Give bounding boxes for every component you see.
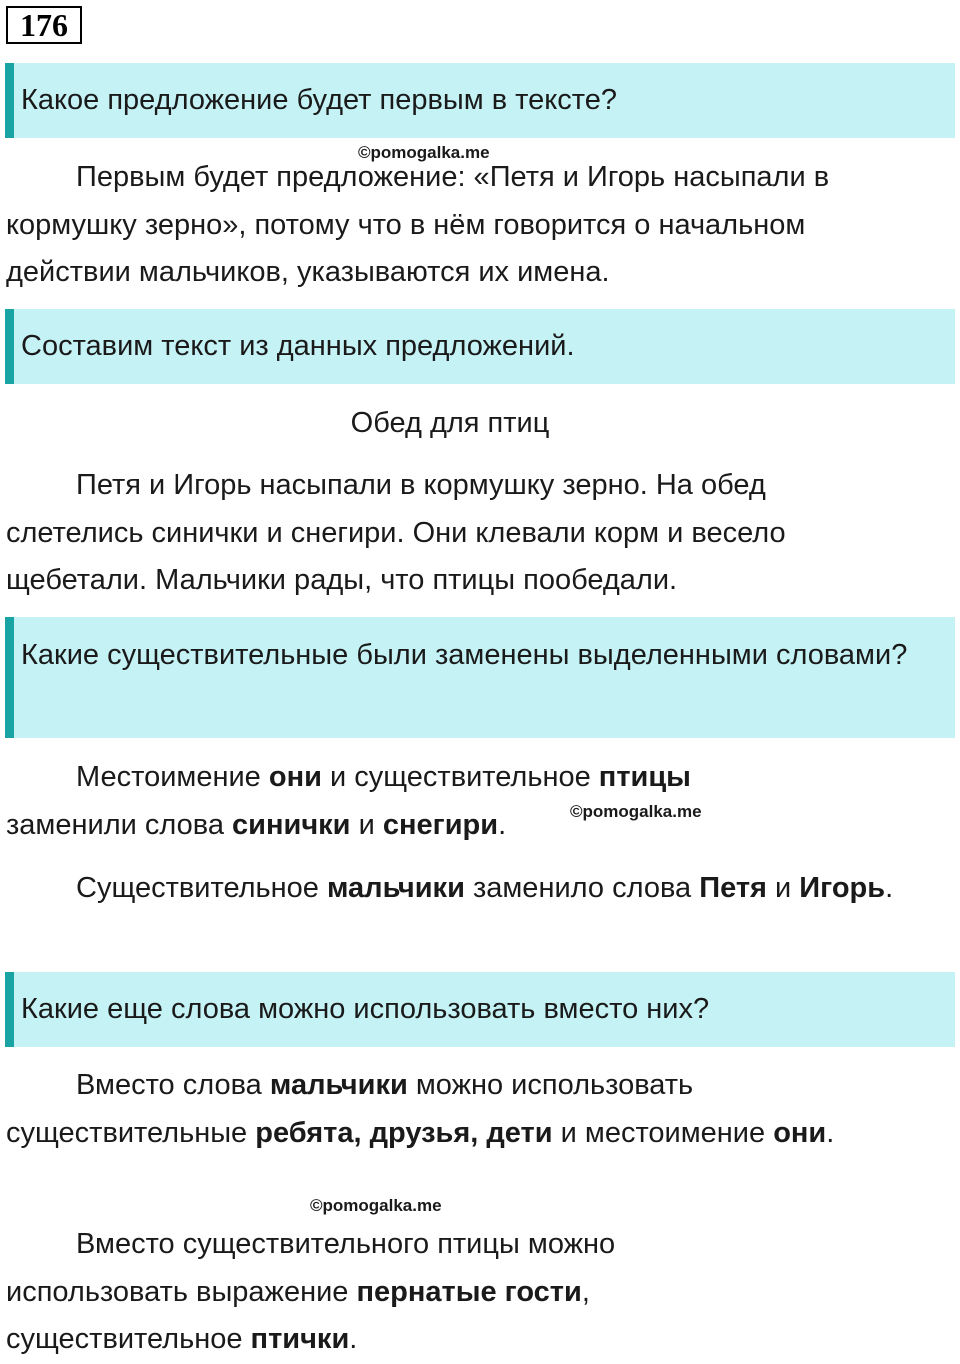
bold-word: они <box>268 761 322 793</box>
bold-word: птицы <box>598 761 691 793</box>
question-4 <box>5 972 955 1047</box>
question-1 <box>5 63 955 138</box>
question-2 <box>5 309 955 384</box>
bold-word: пернатые гости <box>356 1275 582 1308</box>
watermark: ©pomogalka.me <box>310 1196 442 1215</box>
question-4-text: Какие еще слова можно использовать вместо них? <box>21 993 710 1025</box>
bold-word: они <box>773 1116 827 1149</box>
question-3-text: Какие существительные были заменены выделенными словами? <box>21 639 908 671</box>
bold-word: ребята, друзья, дети <box>255 1116 553 1149</box>
answer-1: Первым будет предложение: «Петя и Игорь насыпали в кормушку зерно», потому что в нём говорится о начальном действии мальчиков, указываются их имена. <box>6 161 830 288</box>
question-3 <box>5 617 955 738</box>
answer-4-paragraph-2: Вместо существительного птицы можно использовать выражение пернатые гости, существительное птички. <box>6 1228 616 1355</box>
watermark: ©pomogalka.me <box>570 802 702 821</box>
question-1-text: Какое предложение будет первым в тексте? <box>21 84 617 116</box>
bold-word: птички <box>250 1323 350 1355</box>
story-title: Обед для птиц <box>350 407 550 439</box>
bold-word: Петя <box>699 872 767 904</box>
bold-word: снегири <box>382 808 499 841</box>
watermark: ©pomogalka.me <box>358 143 490 162</box>
question-2-text: Составим текст из данных предложений. <box>21 330 575 362</box>
story-text: Петя и Игорь насыпали в кормушку зерно. На обед слетелись синички и снегири. Они клевали корм и весело щебетали. Мальчики рады, что птицы пообедали. <box>6 469 786 596</box>
bold-word: синички <box>232 808 351 841</box>
bold-word: Игорь <box>799 872 886 904</box>
task-number: 176 <box>6 6 82 44</box>
bold-word: мальчики <box>326 872 465 904</box>
answer-4-paragraph-1: Вместо слова мальчики можно использовать существительные ребята, друзья, дети и местоимение они. <box>6 1069 835 1149</box>
answer-3-paragraph-1: Местоимение они и существительное птицы заменили слова синички и снегири. <box>6 761 691 841</box>
answer-3-paragraph-2: Существительное мальчики заменило слова Петя и Игорь. <box>76 872 894 904</box>
bold-word: мальчики <box>269 1069 408 1101</box>
